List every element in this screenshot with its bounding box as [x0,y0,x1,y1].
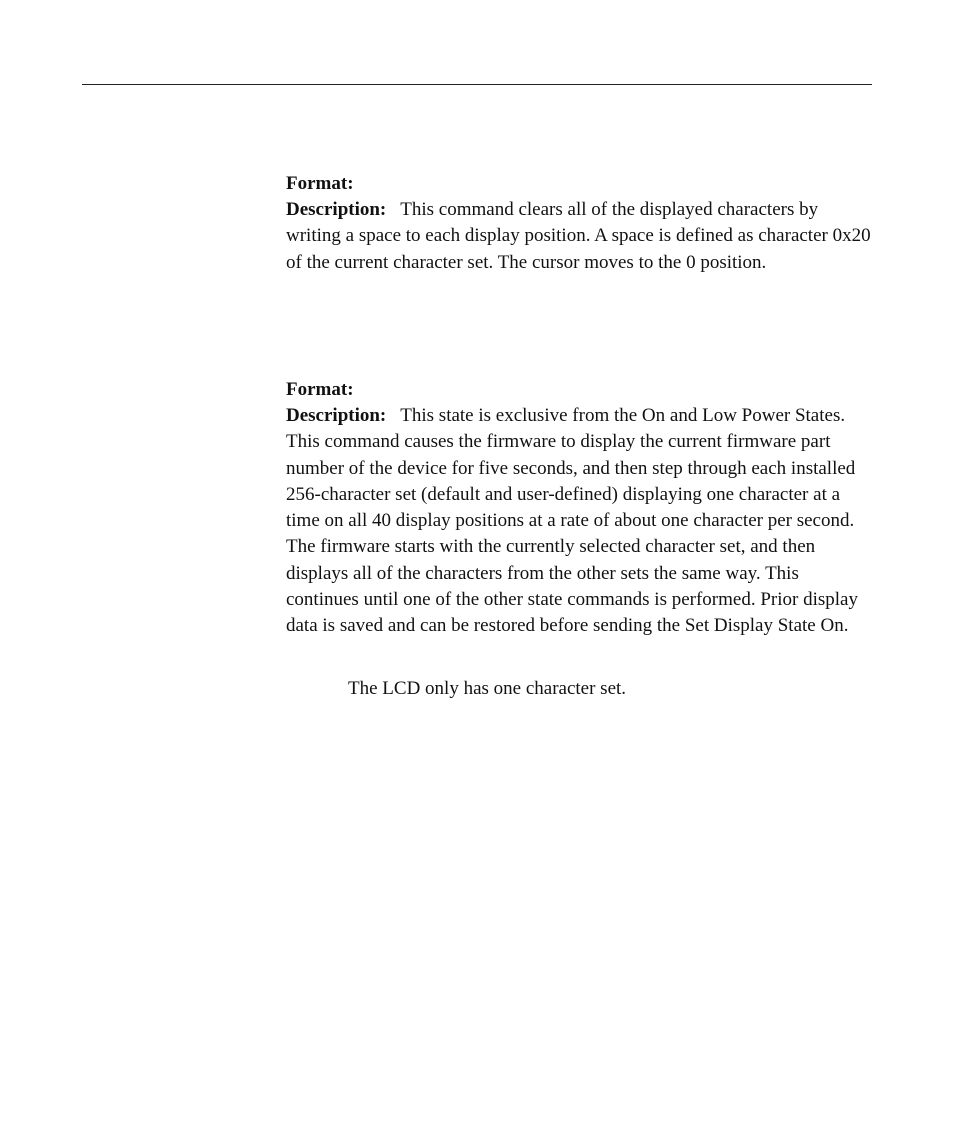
description-label: Description: [286,405,387,426]
format-row [286,377,872,403]
description-paragraph [286,197,872,276]
clear-display-section [286,171,872,276]
description-paragraph [286,403,872,640]
format-label: Format: [286,173,354,194]
test-state-section [286,377,872,640]
header-rule [82,84,872,85]
lcd-note: The LCD only has one character set. [348,678,627,699]
description-text: This state is exclusive from the On and Low Power States. This command causes the firmware to display the current firmware part number of the device for five seconds, and then step through each installed 256-character set (default and user-defined) displaying one character at a time on all 40 display positions at a rate of about one character per second. The firmware starts with the currently selected character set, and then displays all of the characters from the other sets the same way. This continues until one of the other state commands is performed. Prior display data is saved and can be restored before sending the Set Display State On. [286,405,858,637]
description-label: Description: [286,199,387,220]
format-label: Format: [286,379,354,400]
description-text: This command clears all of the displayed characters by writing a space to each display position. A space is defined as character 0x20 of the current character set. The cursor moves to the 0 position. [286,199,871,273]
format-row [286,171,872,197]
